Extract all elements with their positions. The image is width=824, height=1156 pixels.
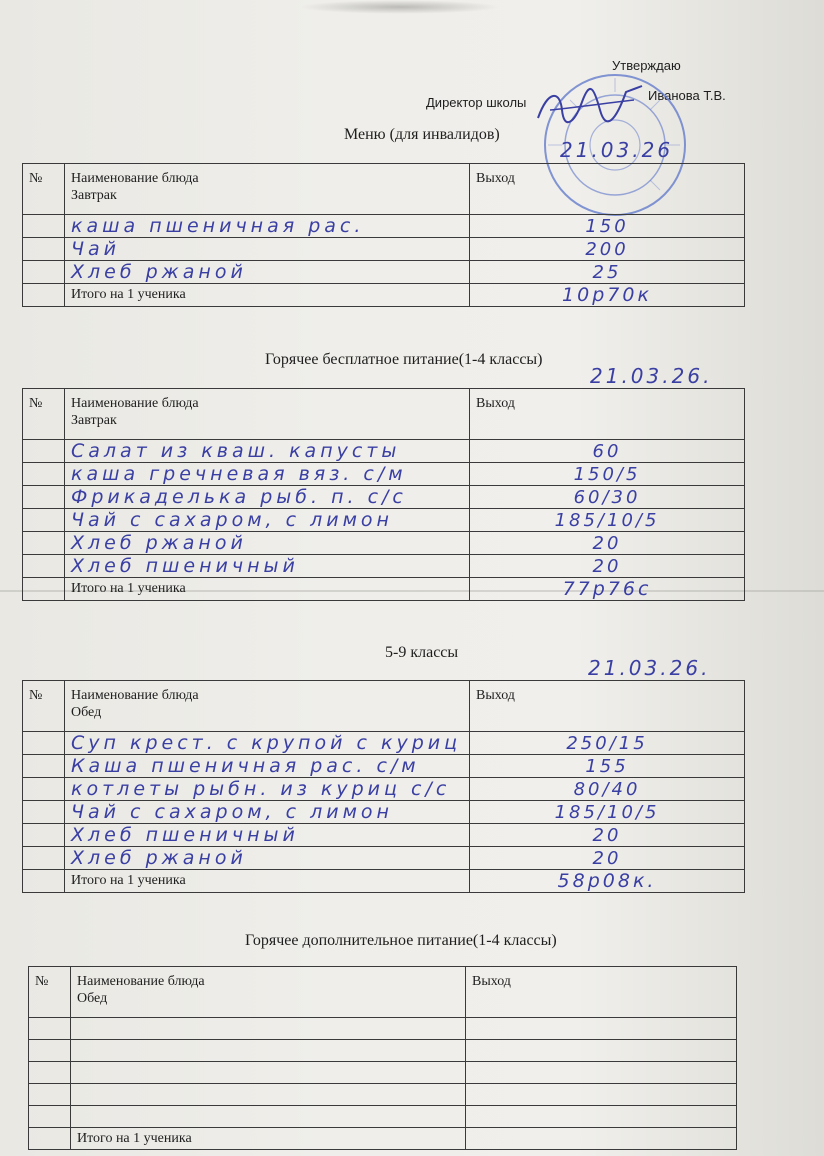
total-label: Итого на 1 ученика <box>65 578 470 601</box>
dish-name: Хлеб пшеничный <box>71 824 299 846</box>
table-row <box>23 847 745 870</box>
column-dish-label: Наименование блюда <box>71 688 199 703</box>
dish-name: Каша пшеничная рас. с/м <box>71 755 420 777</box>
total-label: Итого на 1 ученика <box>71 1128 466 1150</box>
dish-output: 150/5 <box>573 463 641 485</box>
dish-name: Чай с сахаром, с лимон <box>71 509 393 531</box>
menu-table <box>22 163 745 307</box>
dish-name: котлеты рыбн. из куриц с/с <box>71 778 451 800</box>
column-number: № <box>29 967 71 1018</box>
table-row <box>23 824 745 847</box>
table-row <box>23 778 745 801</box>
column-output: Выход <box>470 681 745 732</box>
column-dish <box>65 164 470 215</box>
meal-label: Обед <box>77 991 108 1006</box>
dish-name: Чай с сахаром, с лимон <box>71 801 393 823</box>
total-row <box>29 1128 737 1150</box>
dish-output: 200 <box>585 238 629 260</box>
section-date: 21.03.26. <box>590 364 713 388</box>
table-row <box>23 261 745 284</box>
column-number: № <box>23 389 65 440</box>
table-row <box>23 440 745 463</box>
table-row <box>29 1062 737 1084</box>
table-row <box>29 1084 737 1106</box>
section-title: 5-9 классы <box>385 644 459 661</box>
signature-date: 21.03.26 <box>560 138 674 162</box>
dish-name: Чай <box>71 238 121 260</box>
column-dish-label: Наименование блюда <box>77 974 205 989</box>
dish-name: Салат из квaш. капусты <box>71 440 401 462</box>
column-number: № <box>23 164 65 215</box>
column-output: Выход <box>466 967 737 1018</box>
column-dish <box>65 681 470 732</box>
column-output: Выход <box>470 389 745 440</box>
dish-output: 250/15 <box>566 732 648 754</box>
dish-output: 20 <box>592 555 622 577</box>
column-dish <box>65 389 470 440</box>
table-row <box>29 1040 737 1062</box>
table-header <box>23 164 745 215</box>
section-date: 21.03.26. <box>588 656 711 680</box>
table-row <box>23 801 745 824</box>
menu-table <box>22 388 745 601</box>
dish-output: 150 <box>585 215 629 237</box>
meal-label: Завтрак <box>71 413 117 428</box>
table-row <box>23 555 745 578</box>
director-name: Иванова Т.В. <box>648 88 726 103</box>
director-signature <box>530 80 650 130</box>
dish-output: 185/10/5 <box>554 801 660 823</box>
table-row <box>23 532 745 555</box>
dish-name: Фрикаделька рыб. п. с/с <box>71 486 407 508</box>
total-row <box>23 284 745 307</box>
scan-smudge <box>300 0 500 14</box>
total-value: 77р76с <box>562 578 652 600</box>
dish-name: каша пшеничная рас. <box>71 215 365 237</box>
meal-label: Обед <box>71 705 102 720</box>
column-dish <box>71 967 466 1018</box>
menu-table <box>22 680 745 893</box>
meal-label: Завтрак <box>71 188 117 203</box>
approve-label: Утверждаю <box>612 58 681 73</box>
column-output: Выход <box>470 164 745 215</box>
dish-output: 20 <box>592 532 622 554</box>
total-row <box>23 578 745 601</box>
table-row <box>23 509 745 532</box>
column-dish-label: Наименование блюда <box>71 396 199 411</box>
column-dish-label: Наименование блюда <box>71 171 199 186</box>
table-header <box>23 389 745 440</box>
dish-name: каша гречневая вяз. с/м <box>71 463 407 485</box>
dish-name: Хлеб пшеничный <box>71 555 299 577</box>
table-header <box>29 967 737 1018</box>
table-row <box>23 755 745 778</box>
dish-name: Суп крест. с крупой с куриц <box>71 732 462 754</box>
total-label: Итого на 1 ученика <box>65 870 470 893</box>
dish-output: 25 <box>592 261 622 283</box>
table-row <box>23 732 745 755</box>
table-row <box>29 1018 737 1040</box>
table-row <box>23 486 745 509</box>
table-row <box>23 215 745 238</box>
table-header <box>23 681 745 732</box>
dish-output: 20 <box>592 847 622 869</box>
section-title: Горячее бесплатное питание(1-4 классы) <box>265 351 543 368</box>
total-row <box>23 870 745 893</box>
section-title: Горячее дополнительное питание(1-4 классы) <box>245 932 557 949</box>
total-value: 58р08к. <box>557 870 657 892</box>
dish-output: 155 <box>585 755 629 777</box>
section-title: Меню (для инвалидов) <box>344 126 500 143</box>
director-label: Директор школы <box>426 95 527 110</box>
total-value: 10р70к <box>562 284 652 306</box>
column-number: № <box>23 681 65 732</box>
dish-output: 80/40 <box>573 778 641 800</box>
menu-table <box>28 966 737 1150</box>
total-label: Итого на 1 ученика <box>65 284 470 307</box>
dish-output: 185/10/5 <box>554 509 660 531</box>
dish-output: 60/30 <box>573 486 641 508</box>
table-row <box>23 463 745 486</box>
dish-name: Хлеб ржаной <box>71 847 247 869</box>
dish-name: Хлеб ржаной <box>71 532 247 554</box>
table-row <box>29 1106 737 1128</box>
table-row <box>23 238 745 261</box>
dish-output: 20 <box>592 824 622 846</box>
dish-output: 60 <box>592 440 622 462</box>
dish-name: Хлеб ржаной <box>71 261 247 283</box>
